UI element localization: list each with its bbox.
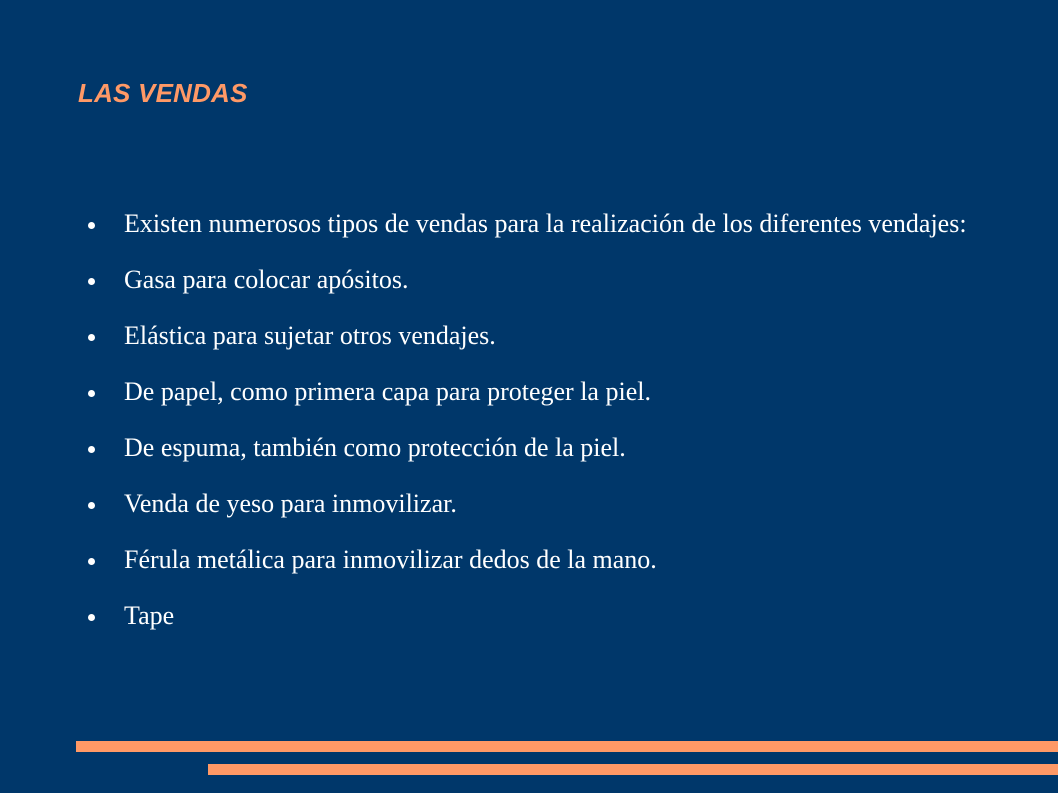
decorative-bar-bottom: [208, 764, 1058, 775]
bullet-text: Gasa para colocar apósitos.: [124, 265, 409, 294]
bullet-dot-icon: [88, 614, 95, 621]
list-item: [88, 320, 988, 352]
bullet-text: Venda de yeso para inmovilizar.: [124, 489, 457, 518]
bullet-dot-icon: [88, 334, 95, 341]
bullet-text: De espuma, también como protección de la piel.: [124, 433, 626, 462]
list-item: [88, 208, 988, 240]
bullet-dot-icon: [88, 278, 95, 285]
list-item: [88, 544, 988, 576]
decorative-bar-top: [76, 741, 1058, 752]
bullet-list: [88, 208, 988, 656]
list-item: [88, 600, 988, 632]
bullet-text: De papel, como primera capa para proteger la piel.: [124, 377, 651, 406]
list-item: [88, 432, 988, 464]
list-item: [88, 488, 988, 520]
bullet-dot-icon: [88, 390, 95, 397]
bullet-dot-icon: [88, 446, 95, 453]
list-item: [88, 264, 988, 296]
bullet-dot-icon: [88, 222, 95, 229]
slide-title: LAS VENDAS: [78, 78, 248, 108]
bullet-text: Existen numerosos tipos de vendas para la realización de los diferentes vendajes:: [124, 209, 967, 238]
bullet-text: Elástica para sujetar otros vendajes.: [124, 321, 496, 350]
bullet-text: Férula metálica para inmovilizar dedos de la mano.: [124, 545, 657, 574]
bullet-dot-icon: [88, 502, 95, 509]
list-item: [88, 376, 988, 408]
bullet-text: Tape: [124, 601, 175, 630]
bullet-dot-icon: [88, 558, 95, 565]
